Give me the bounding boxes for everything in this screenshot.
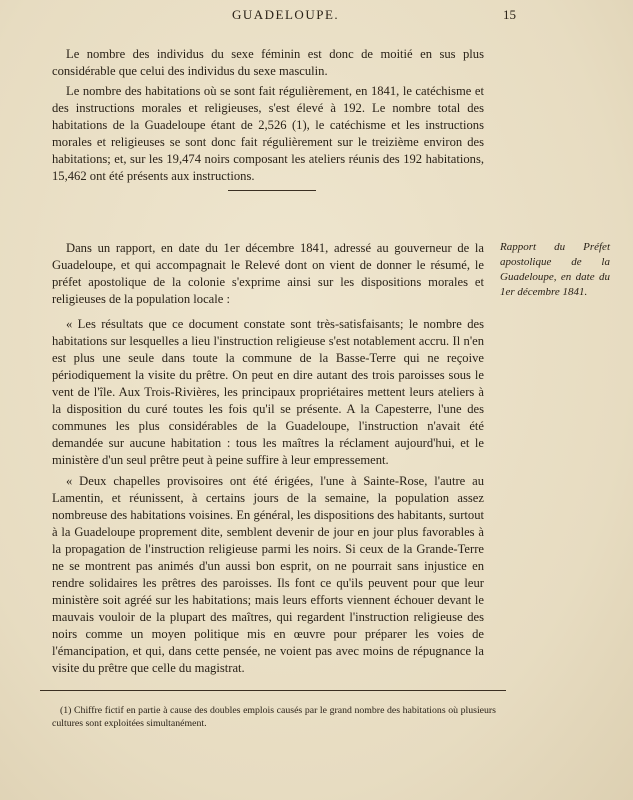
paragraph-prefect-report: Dans un rapport, en date du 1er décembre 1841, adressé au gouverneur de la Guadeloupe, et qui accompagnait le Relevé dont on vient de donner le résumé, le préfet apostolique de la colonie s'exprime ainsi sur les dispositions morales et religieuses de la population locale : (52, 241, 484, 306)
footnote-rule (40, 690, 506, 691)
page-header (0, 4, 633, 26)
page-number: 15 (503, 7, 516, 22)
footnote: (1) Chiffre fictif en partie à cause des doubles emplois causés par le grand nombre des habitations où plusieurs cultures sont exploitées simultanément. (52, 705, 496, 729)
paragraph-quote-results: « Les résultats que ce document constate sont très-satisfaisants; le nombre des habitations sur lesquelles a lieu l'instruction religieuse s'est notablement accru. Il n'en est plus une seule dans toute la commune de la Basse-Terre qui ne reçoive périodiquement la visite du prêtre. On peut en dire autant des trois paroisses sous le vent de l'île. Aux Trois-Rivières, les principaux propriétaires mettent leurs ateliers à la disposition du curé toutes les fois qu'il se présente. A la Capesterre, l'une des communes les plus considérables de la Guadeloupe, l'instruction n'avait été demandée sur aucune habitation : tous les maîtres la réclament aujourd'hui, et le ministère d'un seul prêtre peut à peine suffire à leur empressement. (52, 317, 484, 467)
paragraph-quote-chapels: « Deux chapelles provisoires ont été érigées, l'une à Sainte-Rose, l'autre au Lamentin, et réunissent, à certains jours de la semaine, la population assez nombreuse des habitations voisines. En général, les dispositions des habitants, surtout à la Guadeloupe proprement dite, semblent devenir de jour en jour plus favorables à la propagation de l'instruction religieuse parmi les noirs. Si ceux de la Grande-Terre ne se montrent pas animés d'un aussi bon esprit, on ne pourrait sans injustice en rendre solidaires les prêtres des paroisses. Ils font ce qu'ils peuvent pour que leur ministère soit agréé sur les habitations; mais leurs efforts viennent échouer devant le mauvais vouloir de la plupart des maîtres, qui regardent l'instruction religieuse des noirs comme un moyen politique mis en œuvre pour préparer les voies de l'émancipation, et qui, dans cette pensée, ne voient pas avec moins de répugnance la visite du prêtre que celle du magistrat. (52, 474, 484, 675)
section-separator (228, 190, 316, 191)
paragraph-habitations-catechism: Le nombre des habitations où se sont fait régulièrement, en 1841, le catéchisme et des instructions morales et religieuses, s'est élevé à 192. Le nombre total des habitations de la Guadeloupe étant de 2,526 (1), le catéchisme et les instructions morales et religieuses se sont donc fait régulièrement sur le treizième environ des habitations; et, sur les 19,474 noirs composant les ateliers réunis des 192 habitations, 15,462 ont été présents aux instructions. (52, 84, 484, 183)
running-title: GUADELOUPE. (232, 7, 340, 22)
margin-note: Rapport du Préfet apostolique de la Guadeloupe, en date du 1er décembre 1841. (500, 241, 610, 298)
paragraph-female-population: Le nombre des individus du sexe féminin est donc de moitié en sus plus considérable que celui des individus du sexe masculin. (52, 47, 484, 78)
